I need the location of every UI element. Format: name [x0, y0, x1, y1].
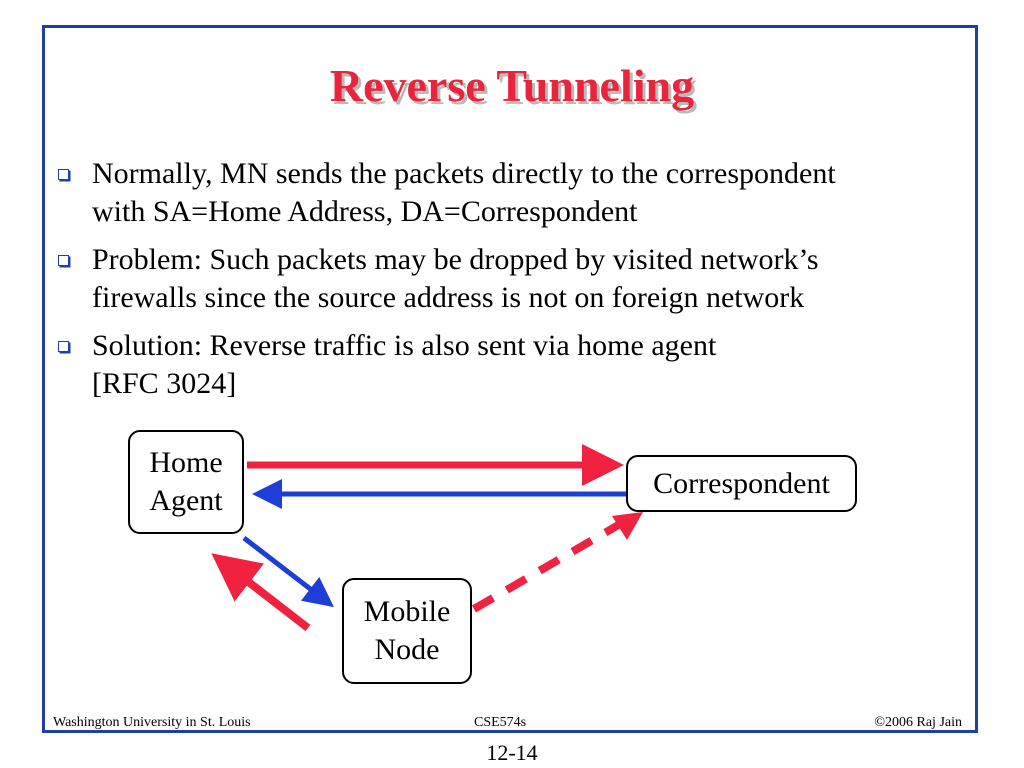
footer-center: CSE574s: [474, 715, 527, 730]
bullet-line: Normally, MN sends the packets directly to the correspondent: [92, 157, 836, 190]
slide-title: Reverse Tunneling: [329, 60, 695, 111]
footer-left: Washington University in St. Louis: [53, 715, 251, 730]
mobile-node-node: [342, 578, 472, 684]
correspondent-label: Correspondent: [653, 466, 830, 500]
bullet-line: with SA=Home Address, DA=Correspondent: [92, 195, 638, 228]
home-agent-node: [128, 430, 244, 534]
mobile-node-label: Mobile: [363, 595, 451, 628]
bullet-line: firewalls since the source address is not on foreign network: [92, 281, 805, 314]
page-number: 12-14: [486, 740, 538, 765]
home-agent-label: Agent: [149, 484, 223, 517]
bullet-line: Problem: Such packets may be dropped by visited network’s: [92, 243, 819, 276]
home-agent-label: Home: [149, 446, 223, 479]
arrow-mobile-to-home: [224, 563, 308, 628]
bullet-line: [RFC 3024]: [92, 367, 237, 400]
footer-right: ©2006 Raj Jain: [874, 715, 962, 730]
bullet-line: Solution: Reverse traffic is also sent via home agent: [92, 329, 717, 362]
correspondent-node: [626, 455, 857, 512]
arrow-mobile-to-correspondent-dashed: [474, 524, 620, 609]
mobile-node-label: Node: [374, 633, 440, 666]
